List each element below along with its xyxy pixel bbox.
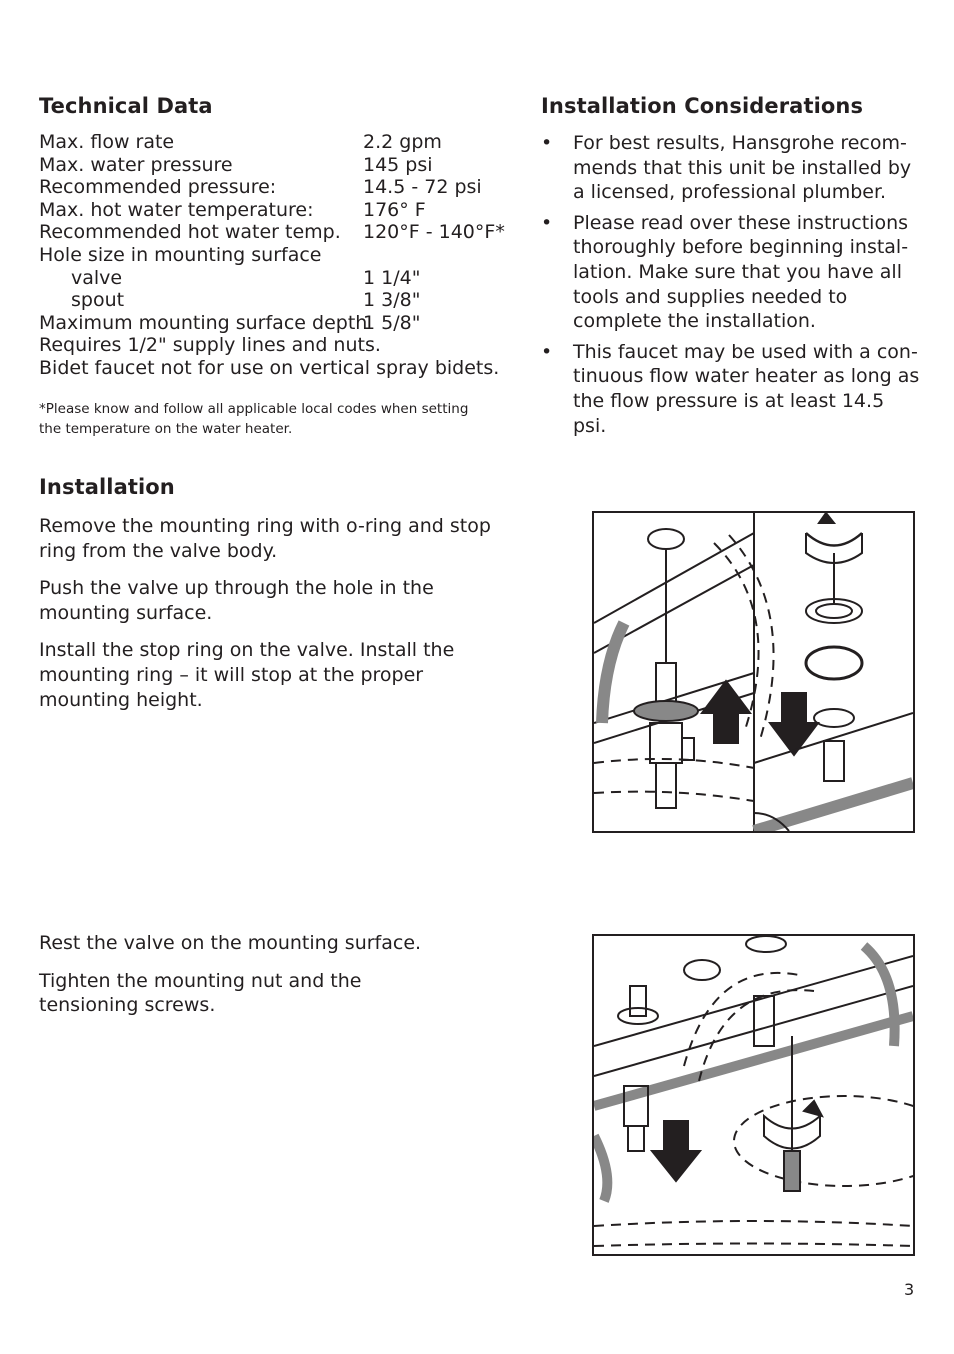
paragraph: Push the valve up through the hole in the mounting surface. <box>39 577 434 624</box>
list-item-text: For best results, Hansgrohe recom-mends that this unit be installed by a licensed, professional plumber. <box>573 132 912 204</box>
spec-value: 1 5/8" <box>363 311 421 334</box>
list-item-text: Please read over these instructions thoroughly before beginning instal-lation. Make sure that you have all tools and supplies needed to complete the installation. <box>573 211 909 333</box>
list-item-text: This faucet may be used with a con-tinuous flow water heater as long as the flow pressure is at least 14.5 psi. <box>573 340 920 437</box>
bullet: • <box>541 132 553 154</box>
spec-label: Max. water pressure <box>39 153 233 176</box>
paragraph: Install the stop ring on the valve. Install the mounting ring – it will stop at the proper mounting height. <box>39 639 455 711</box>
footnote <box>39 400 509 439</box>
spec-label: Max. flow rate <box>39 131 175 153</box>
technical-data-table <box>39 131 509 380</box>
spec-value: 1 3/8" <box>363 289 421 312</box>
spec-row <box>39 312 509 335</box>
paragraph: Rest the valve on the mounting surface. <box>39 932 422 954</box>
installation-step2-text <box>39 931 459 1031</box>
spec-value: 1 1/4" <box>363 266 421 289</box>
considerations-list <box>541 131 921 444</box>
bullet: • <box>541 340 553 363</box>
installation-step1-text <box>39 514 499 725</box>
spec-label: valve <box>71 266 123 289</box>
spec-row <box>39 154 509 177</box>
page-number: 3 <box>904 1280 915 1299</box>
spec-label: Recommended hot water temp. <box>39 221 341 244</box>
spec-row <box>39 267 509 290</box>
figure-tighten-nut <box>592 934 915 1256</box>
spec-value: 176° F <box>363 198 426 221</box>
spec-label: Recommended pressure: <box>39 176 277 199</box>
paragraph: Remove the mounting ring with o-ring and stop ring from the valve body. <box>39 515 491 562</box>
list-item <box>541 131 921 205</box>
footnote-line: *Please know and follow all applicable local codes when setting <box>39 401 469 417</box>
list-item <box>541 340 921 438</box>
technical-data-heading: Technical Data <box>39 94 213 118</box>
spec-row <box>39 199 509 222</box>
tighten-nut-illustration <box>594 936 913 1254</box>
footnote-line: the temperature on the water heater. <box>39 420 293 437</box>
spec-row <box>39 244 509 267</box>
spec-label: spout <box>71 289 125 312</box>
spec-label: Hole size in mounting surface <box>39 243 322 266</box>
considerations-heading: Installation Considerations <box>541 94 864 118</box>
spec-value: 2.2 gpm <box>363 131 442 153</box>
spec-row <box>39 221 509 244</box>
spec-row <box>39 131 509 154</box>
spec-label: Maximum mounting surface depth <box>39 311 368 334</box>
spec-value: 14.5 - 72 psi <box>363 176 482 199</box>
spec-value: 120°F - 140°F* <box>363 221 505 244</box>
spec-note: Requires 1/2" supply lines and nuts. <box>39 334 381 357</box>
spec-row <box>39 289 509 312</box>
spec-note: Bidet faucet not for use on vertical spray bidets. <box>39 356 500 379</box>
installation-heading: Installation <box>39 475 175 499</box>
list-item <box>541 211 921 334</box>
spec-row <box>39 176 509 199</box>
paragraph: Tighten the mounting nut and the tensioning screws. <box>39 969 362 1017</box>
valve-install-illustration <box>594 513 913 831</box>
spec-value: 145 psi <box>363 153 433 176</box>
spec-label: Max. hot water temperature: <box>39 198 314 221</box>
figure-valve-install <box>592 511 915 833</box>
bullet: • <box>541 211 553 234</box>
